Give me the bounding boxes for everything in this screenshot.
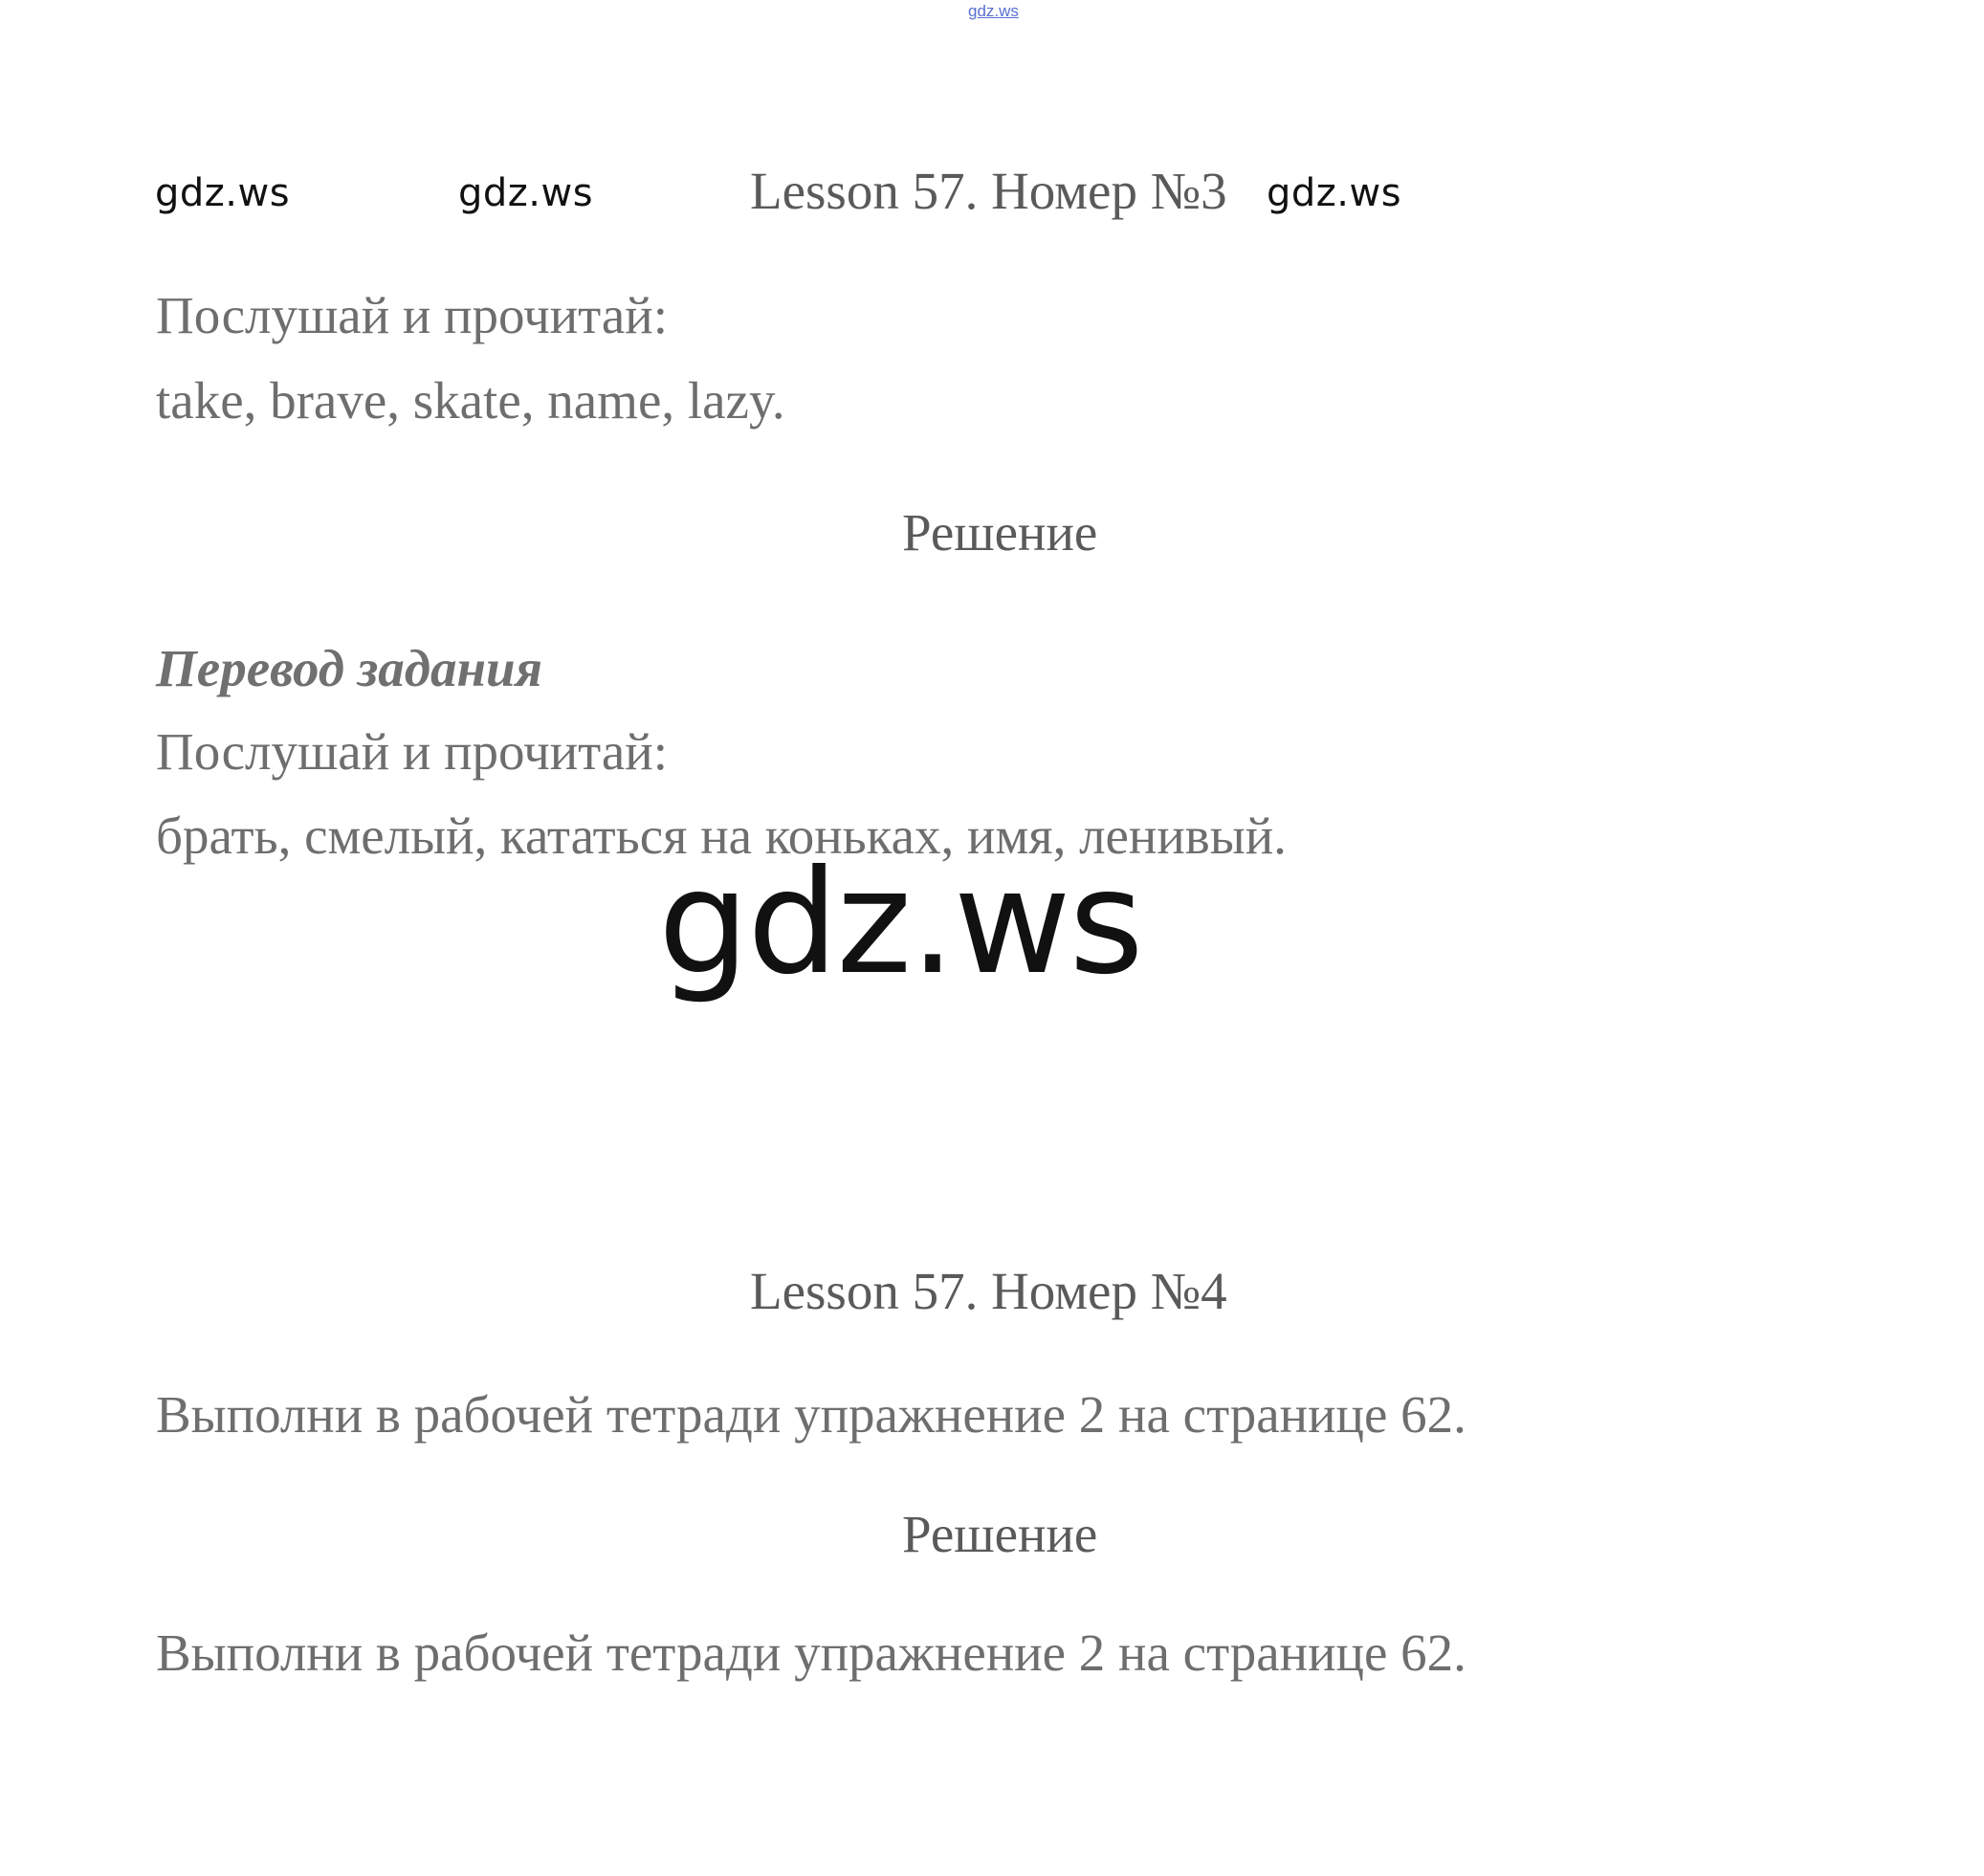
- translation-instruction: Послушай и прочитай:: [156, 722, 669, 781]
- task4-solution-heading: Решение: [902, 1505, 1098, 1563]
- top-watermark-link[interactable]: gdz.ws: [968, 2, 1019, 20]
- task4-solution-text: Выполни в рабочей тетради упражнение 2 на странице 62.: [156, 1623, 1466, 1682]
- task3-solution-heading: Решение: [902, 503, 1098, 562]
- task4-title: Lesson 57. Номер №4: [750, 1262, 1227, 1320]
- watermark-center-big: gdz.ws: [658, 840, 1142, 1006]
- watermark-left-1: gdz.ws: [155, 171, 291, 215]
- task3-words: take, brave, skate, name, lazy.: [156, 371, 785, 430]
- task3-title: Lesson 57. Номер №3: [750, 162, 1227, 220]
- task3-instruction: Послушай и прочитай:: [156, 286, 669, 344]
- watermark-header-suffix: gdz.ws: [1267, 171, 1402, 215]
- translation-heading: Перевод задания: [156, 639, 542, 697]
- translation-words: брать, смелый, кататься на коньках, имя, ленивый.: [156, 806, 1287, 865]
- task4-instruction: Выполни в рабочей тетради упражнение 2 на странице 62.: [156, 1385, 1466, 1444]
- watermark-left-2: gdz.ws: [458, 171, 594, 215]
